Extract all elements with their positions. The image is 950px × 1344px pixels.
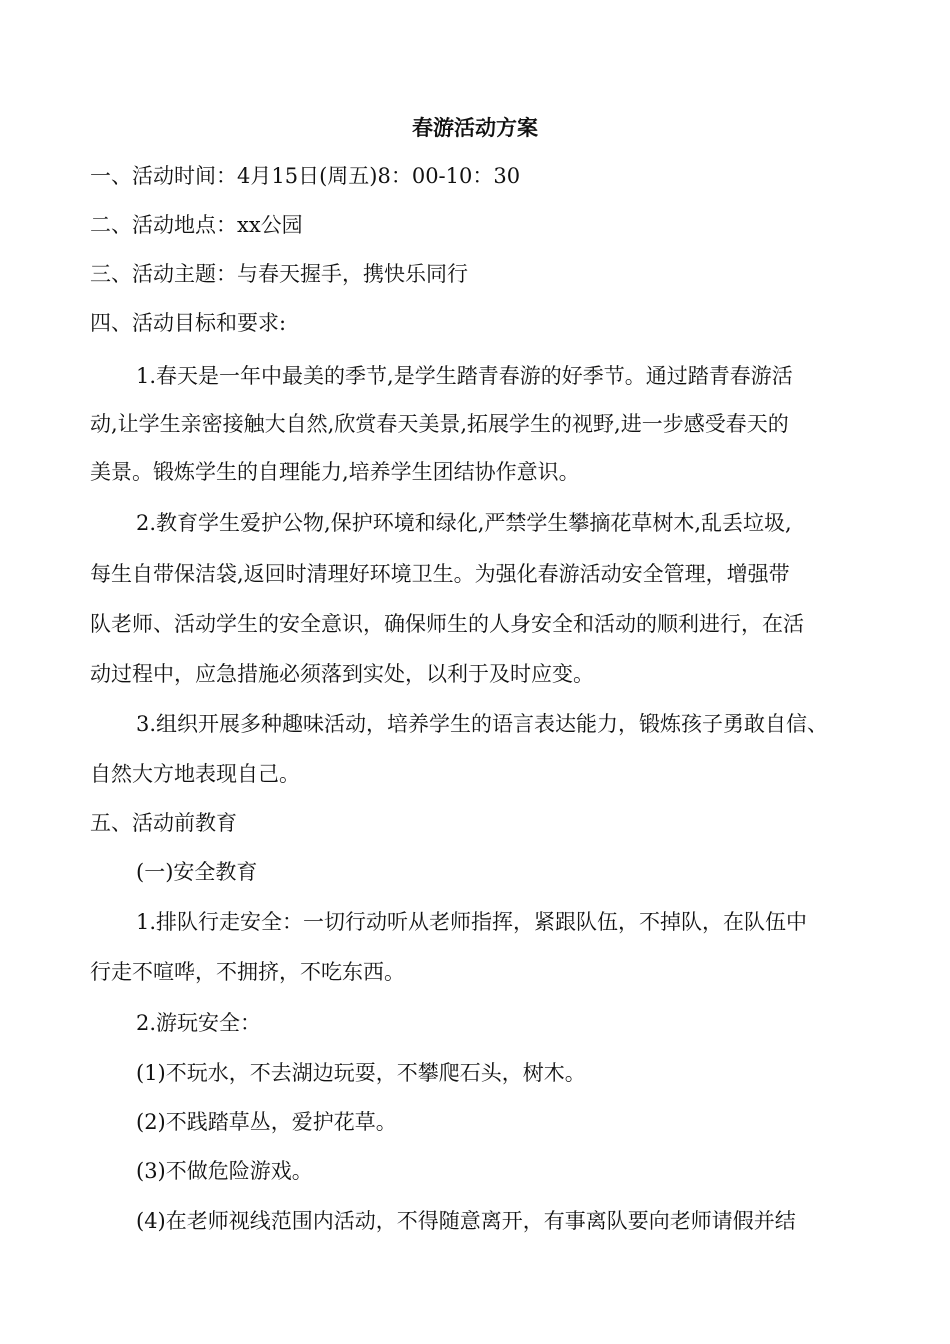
section-activity-theme: 三、活动主题：与春天握手，携快乐同行 [90,262,468,286]
goal-1-line-1: 1.春天是一年中最美的季节,是学生踏青春游的好季节。通过踏青春游活 [136,364,793,388]
safety-rule-1: (1)不玩水，不去湖边玩耍，不攀爬石头，树木。 [136,1061,586,1085]
goal-2-line-2: 每生自带保洁袋,返回时清理好环境卫生。为强化春游活动安全管理，增强带 [90,562,790,586]
safety-item-1-line-2: 行走不喧哗，不拥挤，不吃东西。 [90,960,405,984]
goal-1-line-2: 动,让学生亲密接触大自然,欣赏春天美景,拓展学生的视野,进一步感受春天的 [90,412,789,436]
section-goals-heading: 四、活动目标和要求: [90,311,287,335]
safety-item-1-line-1: 1.排队行走安全：一切行动听从老师指挥，紧跟队伍，不掉队，在队伍中 [136,910,808,934]
document-title: 春游活动方案 [412,115,538,140]
section-activity-location: 二、活动地点：xx公园 [90,213,303,237]
safety-education-subheading: (一)安全教育 [136,860,258,884]
safety-item-2-heading: 2.游玩安全： [136,1011,262,1035]
goal-2-line-4: 动过程中，应急措施必须落到实处，以利于及时应变。 [90,662,594,686]
goal-1-line-3: 美景。锻炼学生的自理能力,培养学生团结协作意识。 [90,460,580,484]
safety-rule-4: (4)在老师视线范围内活动，不得随意离开，有事离队要向老师请假并结 [136,1209,796,1233]
goal-2-line-3: 队老师、活动学生的安全意识，确保师生的人身安全和活动的顺利进行，在活 [90,612,804,636]
section-activity-time: 一、活动时间：4月15日(周五)8：00-10：30 [90,164,521,188]
safety-rule-2: (2)不践踏草丛，爱护花草。 [136,1110,397,1134]
safety-rule-3: (3)不做危险游戏。 [136,1159,313,1183]
goal-2-line-1: 2.教育学生爱护公物,保护环境和绿化,严禁学生攀摘花草树木,乱丢垃圾, [136,511,792,535]
goal-3-line-1: 3.组织开展多种趣味活动，培养学生的语言表达能力，锻炼孩子勇敢自信、 [136,712,829,736]
section-pre-education-heading: 五、活动前教育 [90,811,237,835]
goal-3-line-2: 自然大方地表现自己。 [90,762,300,786]
